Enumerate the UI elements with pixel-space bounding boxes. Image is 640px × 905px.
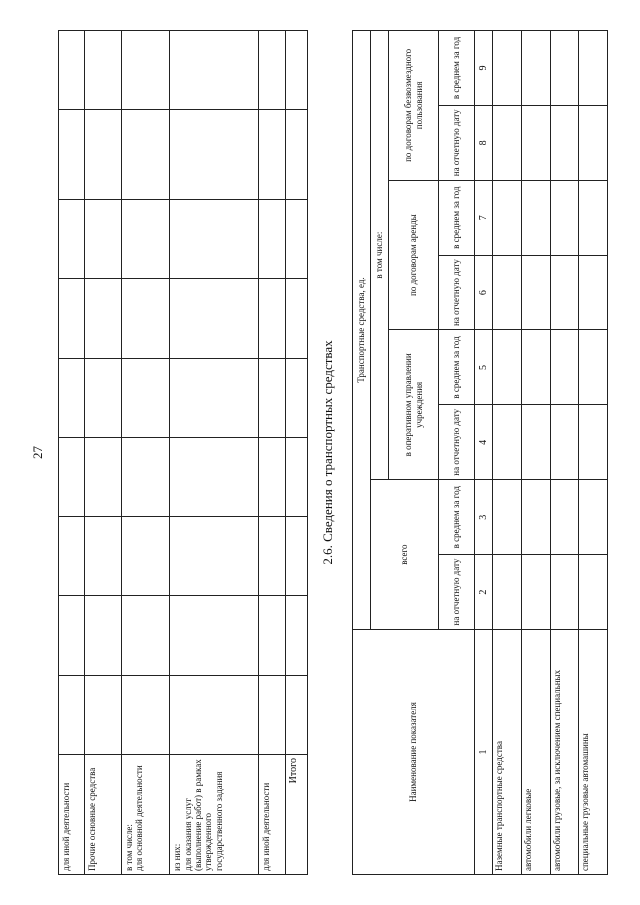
table-cell (550, 31, 579, 106)
header-including: в том числе: (371, 31, 389, 480)
header-total: всего (371, 480, 439, 630)
table-cell (493, 480, 522, 555)
table-cell (121, 675, 170, 754)
table-cell (121, 596, 170, 675)
fixed-assets-table-continuation (58, 30, 308, 875)
table-cell (550, 180, 579, 255)
column-number: 6 (475, 255, 493, 330)
table-cell (59, 200, 85, 279)
table-cell (259, 596, 285, 675)
table-cell (579, 330, 608, 405)
row-label: специальные грузовые автомашины (579, 630, 608, 875)
table-cell (59, 358, 85, 437)
table-cell (285, 596, 307, 675)
table-cell (285, 279, 307, 358)
header-on-date: на отчетную дату (439, 255, 475, 330)
table-row-total (285, 31, 307, 875)
table-cell (521, 405, 550, 480)
table-cell (259, 438, 285, 517)
table-cell (121, 438, 170, 517)
row-label: для иной деятельности (259, 755, 285, 875)
table-cell (579, 480, 608, 555)
header-year-average: в среднем за год (439, 180, 475, 255)
table-cell (493, 555, 522, 630)
header-transport-group: Транспортные средства, ед. (353, 31, 371, 630)
table-cell (285, 438, 307, 517)
table-cell (121, 517, 170, 596)
table-cell (550, 330, 579, 405)
table-cell (550, 105, 579, 180)
transport-vehicles-table (352, 30, 608, 875)
header-free-use: по договорам безвозмездного пользования (389, 31, 439, 181)
table-cell (579, 105, 608, 180)
table-cell (170, 517, 259, 596)
table-cell (285, 675, 307, 754)
table-cell (493, 180, 522, 255)
table-cell (550, 555, 579, 630)
rotated-page-content (30, 30, 610, 875)
table-cell (85, 279, 121, 358)
table-cell (121, 110, 170, 200)
header-year-average: в среднем за год (439, 480, 475, 555)
table-cell (170, 675, 259, 754)
row-label: из них: для оказания услуг (выполнение работ) в рамках утвержденного государственного задания (170, 755, 259, 875)
table-row (259, 31, 285, 875)
table-row (170, 31, 259, 875)
table-cell (259, 31, 285, 110)
table-cell (493, 31, 522, 106)
table-cell (493, 405, 522, 480)
table-cell (579, 180, 608, 255)
table-cell (493, 105, 522, 180)
table-cell (59, 438, 85, 517)
table-row (579, 31, 608, 875)
row-label: в том числе: для основной деятельности (121, 755, 170, 875)
table-cell (59, 517, 85, 596)
column-number: 1 (475, 630, 493, 875)
table-cell (85, 675, 121, 754)
table-cell (521, 255, 550, 330)
table-cell (85, 200, 121, 279)
table-cell (170, 358, 259, 437)
row-label: автомобили легковые (521, 630, 550, 875)
table-cell (59, 110, 85, 200)
table-row (550, 31, 579, 875)
table-cell (85, 438, 121, 517)
table-cell (579, 255, 608, 330)
table-cell (170, 596, 259, 675)
row-label: автомобили грузовые, за исключением специальных (550, 630, 579, 875)
table-cell (170, 438, 259, 517)
table-cell (285, 110, 307, 200)
table-cell (550, 405, 579, 480)
header-year-average: в среднем за год (439, 31, 475, 106)
table-cell (121, 200, 170, 279)
row-label: Прочие основные средства (85, 755, 121, 875)
table-cell (285, 517, 307, 596)
table-cell (85, 358, 121, 437)
table-cell (259, 517, 285, 596)
table-row (521, 31, 550, 875)
table-row (121, 31, 170, 875)
table-cell (493, 255, 522, 330)
header-on-date: на отчетную дату (439, 555, 475, 630)
table-cell (521, 480, 550, 555)
table-cell (285, 358, 307, 437)
header-operative-management: в оперативном управлении учреждения (389, 330, 439, 480)
table-cell (579, 405, 608, 480)
header-on-date: на отчетную дату (439, 405, 475, 480)
table-cell (259, 110, 285, 200)
table-row (85, 31, 121, 875)
table-cell (85, 517, 121, 596)
table-row (493, 31, 522, 875)
header-lease: по договорам аренды (389, 180, 439, 330)
table-cell (521, 31, 550, 106)
column-number: 5 (475, 330, 493, 405)
table-cell (121, 358, 170, 437)
table-cell (259, 279, 285, 358)
table-cell (550, 480, 579, 555)
column-number: 2 (475, 555, 493, 630)
table-cell (59, 596, 85, 675)
total-label: Итого (285, 755, 307, 875)
table-cell (521, 555, 550, 630)
table-cell (170, 31, 259, 110)
column-number: 9 (475, 31, 493, 106)
table-cell (579, 31, 608, 106)
row-label: для иной деятельности (59, 755, 85, 875)
header-indicator-name: Наименование показателя (353, 630, 475, 875)
table-cell (259, 358, 285, 437)
header-year-average: в среднем за год (439, 330, 475, 405)
table-cell (259, 675, 285, 754)
column-number: 4 (475, 405, 493, 480)
table-cell (259, 200, 285, 279)
table-cell (285, 31, 307, 110)
page-number: 27 (30, 446, 45, 459)
column-number: 8 (475, 105, 493, 180)
table-cell (85, 31, 121, 110)
table-cell (59, 675, 85, 754)
table-cell (170, 110, 259, 200)
table-cell (121, 279, 170, 358)
table-cell (85, 110, 121, 200)
table-cell (170, 279, 259, 358)
table-cell (59, 279, 85, 358)
table-cell (121, 31, 170, 110)
header-on-date: на отчетную дату (439, 105, 475, 180)
table-cell (579, 555, 608, 630)
table-cell (493, 330, 522, 405)
section-title: 2.6. Сведения о транспортных средствах (320, 340, 335, 565)
table-row (59, 31, 85, 875)
column-number: 3 (475, 480, 493, 555)
table-cell (521, 180, 550, 255)
table-cell (521, 330, 550, 405)
table-cell (285, 200, 307, 279)
table-cell (170, 200, 259, 279)
table-cell (521, 105, 550, 180)
table-cell (85, 596, 121, 675)
table-cell (59, 31, 85, 110)
row-label: Наземные транспортные средства (493, 630, 522, 875)
column-number: 7 (475, 180, 493, 255)
table-cell (550, 255, 579, 330)
